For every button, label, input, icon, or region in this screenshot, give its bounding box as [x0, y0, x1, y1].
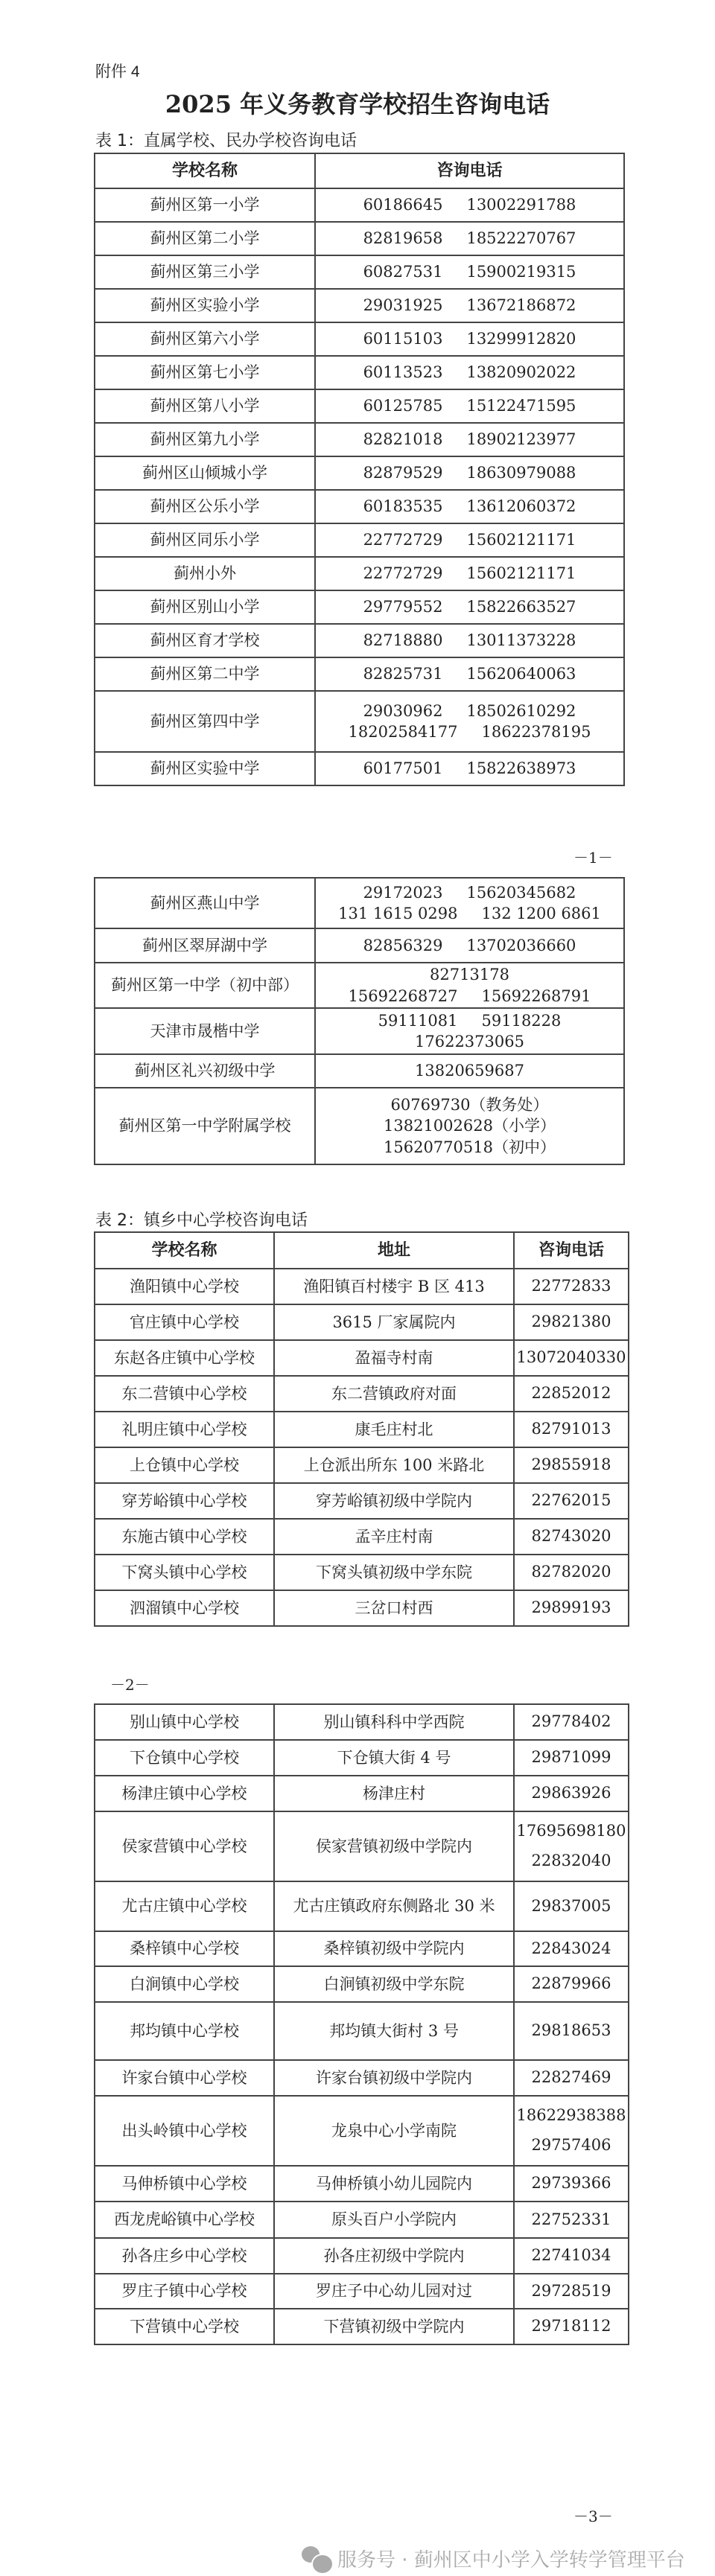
school-name: 蓟州区第三小学 [95, 255, 315, 289]
phone-number: 13072040330 [516, 1348, 626, 1367]
table-row [95, 1966, 629, 2002]
phone-cell [315, 691, 624, 752]
table-row [95, 1483, 629, 1519]
school-name: 蓟州区第一小学 [95, 188, 315, 222]
table-row [95, 222, 624, 255]
phone-number: 13820659687 [415, 1062, 524, 1080]
address: 上仓派出所东 100 米路北 [274, 1447, 514, 1483]
table1-continued [94, 877, 625, 1165]
phone-number: 15900219315 [466, 263, 576, 281]
phone-cell [315, 1088, 624, 1164]
table1 [94, 153, 625, 786]
school-name: 蓟州区公乐小学 [95, 490, 315, 523]
phone-cell [514, 1447, 629, 1483]
phone-number: 18622378195 [481, 723, 591, 741]
school-name: 蓟州区燕山中学 [95, 878, 315, 928]
address: 桑梓镇初级中学院内 [274, 1931, 514, 1966]
phone-number: 22741034 [531, 2246, 611, 2265]
phone-cell [514, 1304, 629, 1340]
school-name: 蓟州区第八小学 [95, 389, 315, 423]
school-name: 东赵各庄镇中心学校 [95, 1340, 274, 1376]
phone-number: 15602121171 [466, 531, 576, 549]
table-row [95, 2166, 629, 2202]
address: 尤古庄镇政府东侧路北 30 米 [274, 1881, 514, 1931]
phone-cell [514, 1931, 629, 1966]
column-header: 咨询电话 [514, 1232, 629, 1269]
table-row [95, 2060, 629, 2096]
table-row [95, 423, 624, 456]
phone-cell [315, 928, 624, 963]
phone-number: 22752331 [531, 2210, 611, 2228]
phone-line [316, 882, 623, 903]
table-row [95, 188, 624, 222]
phone-line [316, 395, 623, 416]
watermark [302, 2545, 685, 2572]
phone-number: 13299912820 [466, 330, 576, 348]
phone-cell [315, 222, 624, 255]
school-name: 尤古庄镇中心学校 [95, 1881, 274, 1931]
phone-number: 13702036660 [466, 936, 576, 954]
watermark-text: 服务号 · 蓟州区中小学入学转学管理平台 [337, 2549, 685, 2572]
phone-cell [514, 1555, 629, 1590]
phone-number: 17622373065 [415, 1033, 524, 1051]
phone-line [316, 701, 623, 721]
phone-number: 18502610292 [466, 701, 576, 720]
phone-line [316, 563, 623, 584]
phone-cell [514, 2202, 629, 2238]
table-row [95, 322, 624, 356]
table2 [94, 1231, 629, 1627]
table-row [95, 2238, 629, 2274]
phone-number: 29855918 [531, 1456, 611, 1474]
phone-number: 59111081 [378, 1011, 458, 1030]
phone-line [316, 1094, 623, 1115]
phone-number: 22772833 [531, 1277, 611, 1295]
phone-number: 29821380 [531, 1313, 611, 1331]
phone-line [316, 630, 623, 651]
school-name: 孙各庄乡中心学校 [95, 2238, 274, 2274]
phone-line [316, 964, 623, 985]
school-name: 礼明庄镇中心学校 [95, 1412, 274, 1447]
school-name: 蓟州区实验小学 [95, 289, 315, 322]
phone-number: 60183535 [363, 497, 443, 516]
phone-cell [315, 752, 624, 785]
school-name: 出头岭镇中心学校 [95, 2096, 274, 2166]
table-row [95, 1054, 624, 1088]
table-row [95, 1304, 629, 1340]
table-row [95, 1340, 629, 1376]
phone-number: 29778402 [531, 1712, 611, 1731]
school-name: 下窝头镇中心学校 [95, 1555, 274, 1590]
phone-number: 82713178 [430, 966, 509, 984]
table-row [95, 2096, 629, 2166]
address: 侯家营镇初级中学院内 [274, 1811, 514, 1881]
school-name: 渔阳镇中心学校 [95, 1269, 274, 1304]
phone-number: 13612060372 [466, 497, 576, 516]
phone-number: 22879966 [531, 1974, 611, 1993]
phone-line [316, 295, 623, 316]
phone-number: 29718112 [531, 2317, 611, 2336]
school-name: 天津市晟楷中学 [95, 1008, 315, 1054]
phone-number: 22762015 [531, 1491, 611, 1510]
address: 马伸桥镇小幼儿园院内 [274, 2166, 514, 2202]
phone-line [316, 496, 623, 517]
phone-number: 15822638973 [466, 759, 576, 778]
phone-cell [514, 1811, 629, 1881]
phone-line [316, 935, 623, 956]
table-row [95, 2309, 629, 2344]
school-name: 蓟州区别山小学 [95, 590, 315, 624]
phone-number: 29818653 [531, 2021, 611, 2040]
phone-number: 13011373228 [466, 631, 576, 650]
phone-number: 82819658 [363, 229, 443, 248]
phone-number: 60186645 [363, 196, 443, 214]
address: 孟辛庄村南 [274, 1519, 514, 1555]
school-name: 蓟州区第七小学 [95, 356, 315, 389]
phone-cell [315, 1054, 624, 1088]
phone-number: 60827531 [363, 263, 443, 281]
phone-number: 18522270767 [466, 229, 576, 248]
phone-number: 29863926 [531, 1784, 611, 1802]
address: 龙泉中心小学南院 [274, 2096, 514, 2166]
school-name: 邦均镇中心学校 [95, 2002, 274, 2060]
phone-number: 60113523 [363, 363, 443, 382]
phone-number: 18630979088 [466, 464, 576, 482]
phone-number: 22843024 [531, 1939, 611, 1957]
phone-number: 60125785 [363, 397, 443, 415]
table1-label: 表 1：直属学校、民办学校咨询电话 [95, 132, 357, 150]
table-row [95, 490, 624, 523]
address: 许家台镇初级中学院内 [274, 2060, 514, 2096]
phone-cell [315, 490, 624, 523]
table-row [95, 1269, 629, 1304]
phone-number: 15620640063 [466, 665, 576, 683]
address: 白涧镇初级中学东院 [274, 1966, 514, 2002]
address: 下营镇初级中学院内 [274, 2309, 514, 2344]
phone-number: 15602121171 [466, 564, 576, 583]
phone-cell [315, 289, 624, 322]
school-name: 官庄镇中心学校 [95, 1304, 274, 1340]
table-row [95, 1811, 629, 1881]
wechat-icon [302, 2546, 331, 2572]
school-name: 蓟州区第二中学 [95, 657, 315, 691]
school-name: 下仓镇中心学校 [95, 1740, 274, 1776]
phone-number: 82743020 [531, 1527, 611, 1546]
table-row [95, 1519, 629, 1555]
phone-line [316, 261, 623, 282]
school-name: 泗溜镇中心学校 [95, 1590, 274, 1626]
address: 下仓镇大街 4 号 [274, 1740, 514, 1776]
address: 原头百户小学院内 [274, 2202, 514, 2238]
phone-cell [315, 878, 624, 928]
address: 渔阳镇百村楼宇 B 区 413 [274, 1269, 514, 1304]
phone-cell [514, 1519, 629, 1555]
table-row [95, 456, 624, 490]
phone-number: 29728519 [531, 2281, 611, 2300]
school-name: 蓟州小外 [95, 557, 315, 590]
phone-line [316, 663, 623, 684]
phone-cell [315, 1008, 624, 1054]
phone-cell [514, 1412, 629, 1447]
phone-line [316, 1031, 623, 1052]
table-row [95, 752, 624, 785]
table-row [95, 2202, 629, 2238]
phone-cell [514, 2238, 629, 2274]
phone-line [316, 1115, 623, 1136]
phone-number: 132 1200 6861 [481, 905, 601, 922]
table-row [95, 1412, 629, 1447]
phone-number: 131 1615 0298 [338, 905, 458, 922]
phone-number: 15692268727 [348, 986, 458, 1005]
address: 康毛庄村北 [274, 1412, 514, 1447]
page-number-2: －2－ [110, 1676, 150, 1694]
phone-number: 18202584177 [348, 723, 458, 741]
address: 下窝头镇初级中学东院 [274, 1555, 514, 1590]
phone-cell [315, 523, 624, 557]
phone-line [316, 328, 623, 349]
school-name: 杨津庄镇中心学校 [95, 1776, 274, 1811]
table-row [95, 2002, 629, 2060]
phone-cell [315, 557, 624, 590]
address: 邦均镇大街村 3 号 [274, 2002, 514, 2060]
school-name: 上仓镇中心学校 [95, 1447, 274, 1483]
phone-number: 29899193 [531, 1598, 611, 1617]
school-name: 蓟州区山倾城小学 [95, 456, 315, 490]
school-name: 蓟州区第一中学附属学校 [95, 1088, 315, 1164]
phone-line [316, 462, 623, 483]
phone-cell [315, 255, 624, 289]
page-number-3: －3－ [573, 2508, 613, 2525]
phone-cell [514, 1269, 629, 1304]
address: 3615 厂家属院内 [274, 1304, 514, 1340]
phone-cell [514, 1590, 629, 1626]
phone-cell [514, 1740, 629, 1776]
phone-number: 17695698180 [516, 1822, 626, 1840]
phone-number: 29739366 [531, 2174, 611, 2193]
table-row [95, 523, 624, 557]
table-row [95, 356, 624, 389]
school-name: 马伸桥镇中心学校 [95, 2166, 274, 2202]
attachment-label: 附件 4 [95, 63, 140, 80]
phone-cell [514, 1966, 629, 2002]
table-row [95, 657, 624, 691]
table-row [95, 289, 624, 322]
table-header-row [95, 153, 624, 188]
table-row [95, 1008, 624, 1054]
phone-number: 18622938388 [516, 2106, 626, 2125]
phone-number: 29779552 [363, 598, 443, 616]
phone-cell [514, 2002, 629, 2060]
phone-number: 22772729 [363, 564, 443, 583]
column-header: 地址 [274, 1232, 514, 1269]
address: 盈福寺村南 [274, 1340, 514, 1376]
table-row [95, 624, 624, 657]
phone-number: 59118228 [481, 1011, 562, 1030]
phone-number: 22852012 [531, 1384, 611, 1403]
table-row [95, 1704, 629, 1740]
phone-cell [315, 624, 624, 657]
phone-cell [514, 1376, 629, 1412]
phone-line [316, 362, 623, 383]
phone-number: 82825731 [363, 665, 443, 683]
phone-line [316, 194, 623, 215]
phone-line [316, 986, 623, 1007]
phone-line [316, 429, 623, 450]
school-name: 蓟州区第六小学 [95, 322, 315, 356]
school-name: 蓟州区第二小学 [95, 222, 315, 255]
phone-number: 29757406 [531, 2136, 611, 2154]
table-row [95, 1088, 624, 1164]
school-name: 蓟州区实验中学 [95, 752, 315, 785]
school-name: 罗庄子镇中心学校 [95, 2274, 274, 2309]
phone-number: 15620345682 [466, 883, 576, 902]
phone-number: 15122471595 [466, 397, 576, 415]
phone-cell [514, 1704, 629, 1740]
phone-cell [514, 1483, 629, 1519]
table-row [95, 255, 624, 289]
phone-number: 29837005 [531, 1896, 611, 1915]
school-name: 下营镇中心学校 [95, 2309, 274, 2344]
table-row [95, 557, 624, 590]
phone-cell [514, 1776, 629, 1811]
table-row [95, 691, 624, 752]
phone-number: 82879529 [363, 464, 443, 482]
column-header: 学校名称 [95, 153, 315, 188]
table-row [95, 878, 624, 928]
school-name: 蓟州区育才学校 [95, 624, 315, 657]
column-header: 咨询电话 [315, 153, 624, 188]
phone-number: 29030962 [363, 701, 443, 720]
table2-label: 表 2：镇乡中心学校咨询电话 [95, 1211, 308, 1230]
phone-number: 15620770518（初中） [384, 1138, 556, 1156]
phone-number: 82821018 [363, 430, 443, 449]
column-header: 学校名称 [95, 1232, 274, 1269]
phone-number: 29031925 [363, 296, 443, 315]
phone-line [316, 596, 623, 617]
page-number-1: －1－ [573, 849, 613, 867]
school-name: 蓟州区翠屏湖中学 [95, 928, 315, 963]
phone-line [316, 1137, 623, 1158]
phone-number: 82856329 [363, 936, 443, 954]
phone-number: 60177501 [363, 759, 443, 778]
address: 杨津庄村 [274, 1776, 514, 1811]
phone-number: 82782020 [531, 1563, 611, 1581]
address: 三岔口村西 [274, 1590, 514, 1626]
address: 穿芳峪镇初级中学院内 [274, 1483, 514, 1519]
phone-line [316, 1060, 623, 1081]
table-row [95, 1590, 629, 1626]
phone-cell [315, 188, 624, 222]
school-name: 蓟州区第九小学 [95, 423, 315, 456]
phone-cell [514, 2274, 629, 2309]
table-row [95, 1555, 629, 1590]
table-header-row [95, 1232, 629, 1269]
table2-continued [94, 1703, 629, 2345]
phone-line [316, 721, 623, 742]
table-row [95, 1776, 629, 1811]
phone-number: 29871099 [531, 1748, 611, 1767]
table-row [95, 963, 624, 1008]
table-row [95, 2274, 629, 2309]
phone-cell [514, 2060, 629, 2096]
school-name: 蓟州区同乐小学 [95, 523, 315, 557]
school-name: 蓟州区礼兴初级中学 [95, 1054, 315, 1088]
school-name: 白涧镇中心学校 [95, 1966, 274, 2002]
table-row [95, 1447, 629, 1483]
school-name: 西龙虎峪镇中心学校 [95, 2202, 274, 2238]
table-row [95, 1740, 629, 1776]
phone-cell [315, 657, 624, 691]
phone-cell [514, 2309, 629, 2344]
phone-line [316, 903, 623, 924]
phone-number: 22772729 [363, 531, 443, 549]
school-name: 许家台镇中心学校 [95, 2060, 274, 2096]
phone-cell [315, 322, 624, 356]
phone-number: 13820902022 [466, 363, 576, 382]
phone-cell [514, 2096, 629, 2166]
phone-cell [315, 423, 624, 456]
phone-line [316, 529, 623, 550]
phone-line [316, 758, 623, 779]
phone-cell [315, 456, 624, 490]
phone-cell [514, 2166, 629, 2202]
table-row [95, 1376, 629, 1412]
phone-line [316, 1010, 623, 1031]
address: 别山镇科科中学西院 [274, 1704, 514, 1740]
phone-number: 13821002628（小学） [384, 1117, 556, 1135]
phone-line [316, 228, 623, 249]
phone-cell [514, 1340, 629, 1376]
phone-number: 60115103 [363, 330, 443, 348]
phone-number: 22827469 [531, 2068, 611, 2087]
school-name: 侯家营镇中心学校 [95, 1811, 274, 1881]
phone-number: 15692268791 [481, 986, 591, 1005]
phone-cell [315, 389, 624, 423]
school-name: 东二营镇中心学校 [95, 1376, 274, 1412]
table-row [95, 590, 624, 624]
phone-number: 22832040 [531, 1852, 611, 1869]
phone-number: 82718880 [363, 631, 443, 650]
address: 孙各庄初级中学院内 [274, 2238, 514, 2274]
phone-cell [315, 590, 624, 624]
school-name: 桑梓镇中心学校 [95, 1931, 274, 1966]
phone-number: 82791013 [531, 1420, 611, 1438]
phone-number: 13672186872 [466, 296, 576, 315]
address: 罗庄子中心幼儿园对过 [274, 2274, 514, 2309]
school-name: 蓟州区第一中学（初中部） [95, 963, 315, 1008]
table-row [95, 389, 624, 423]
phone-cell [514, 1881, 629, 1931]
school-name: 蓟州区第四中学 [95, 691, 315, 752]
phone-cell [315, 963, 624, 1008]
school-name: 别山镇中心学校 [95, 1704, 274, 1740]
page-title: 2025 年义务教育学校招生咨询电话 [165, 90, 550, 118]
phone-number: 13002291788 [466, 196, 576, 214]
phone-number: 15822663527 [466, 598, 576, 616]
address: 东二营镇政府对面 [274, 1376, 514, 1412]
table-row [95, 928, 624, 963]
table-row [95, 1931, 629, 1966]
phone-number: 60769730（教务处） [390, 1095, 549, 1114]
phone-number: 18902123977 [466, 430, 576, 449]
table-row [95, 1881, 629, 1931]
school-name: 穿芳峪镇中心学校 [95, 1483, 274, 1519]
phone-cell [315, 356, 624, 389]
school-name: 东施古镇中心学校 [95, 1519, 274, 1555]
phone-number: 29172023 [363, 883, 443, 902]
